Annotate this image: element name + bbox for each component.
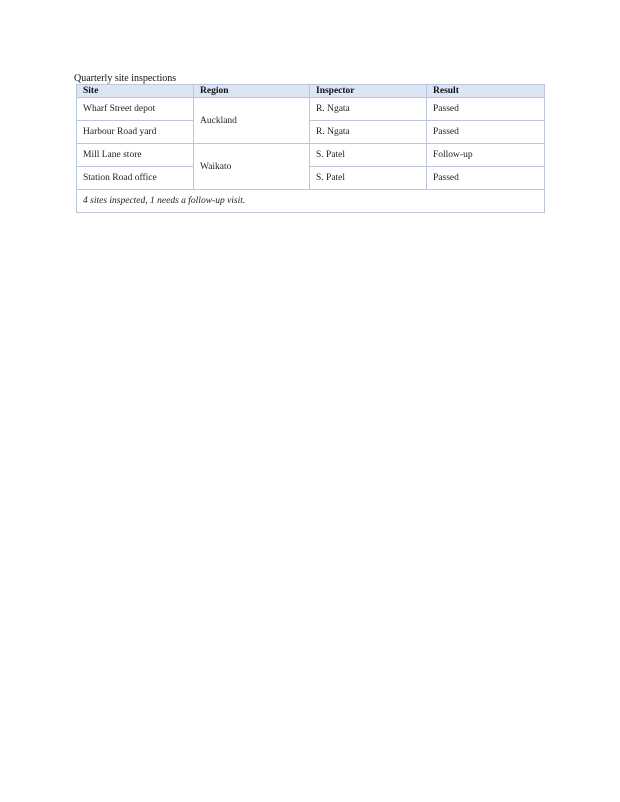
column-header-site: Site bbox=[77, 85, 194, 98]
table-header bbox=[77, 85, 545, 98]
region-cell: Waikato bbox=[194, 144, 310, 190]
column-header-result: Result bbox=[427, 85, 545, 98]
inspector-cell: R. Ngata bbox=[310, 98, 427, 121]
footer-row bbox=[77, 190, 545, 213]
result-cell: Passed bbox=[427, 167, 545, 190]
result-cell: Passed bbox=[427, 121, 545, 144]
inspector-cell: S. Patel bbox=[310, 167, 427, 190]
table-row bbox=[77, 121, 545, 144]
header-row bbox=[77, 85, 545, 98]
site-cell: Wharf Street depot bbox=[77, 98, 194, 121]
table-row bbox=[77, 98, 545, 121]
table-row bbox=[77, 144, 545, 167]
column-header-inspector: Inspector bbox=[310, 85, 427, 98]
table-body bbox=[77, 98, 545, 190]
table-footer bbox=[77, 190, 545, 213]
site-cell: Station Road office bbox=[77, 167, 194, 190]
site-cell: Mill Lane store bbox=[77, 144, 194, 167]
table-summary-note: 4 sites inspected, 1 needs a follow-up visit. bbox=[77, 190, 545, 213]
inspections-table bbox=[76, 84, 545, 213]
result-cell: Passed bbox=[427, 98, 545, 121]
table-caption: Quarterly site inspections bbox=[74, 73, 177, 84]
result-cell: Follow-up bbox=[427, 144, 545, 167]
inspector-cell: S. Patel bbox=[310, 144, 427, 167]
region-cell: Auckland bbox=[194, 98, 310, 144]
table-row bbox=[77, 167, 545, 190]
inspector-cell: R. Ngata bbox=[310, 121, 427, 144]
column-header-region: Region bbox=[194, 85, 310, 98]
site-cell: Harbour Road yard bbox=[77, 121, 194, 144]
